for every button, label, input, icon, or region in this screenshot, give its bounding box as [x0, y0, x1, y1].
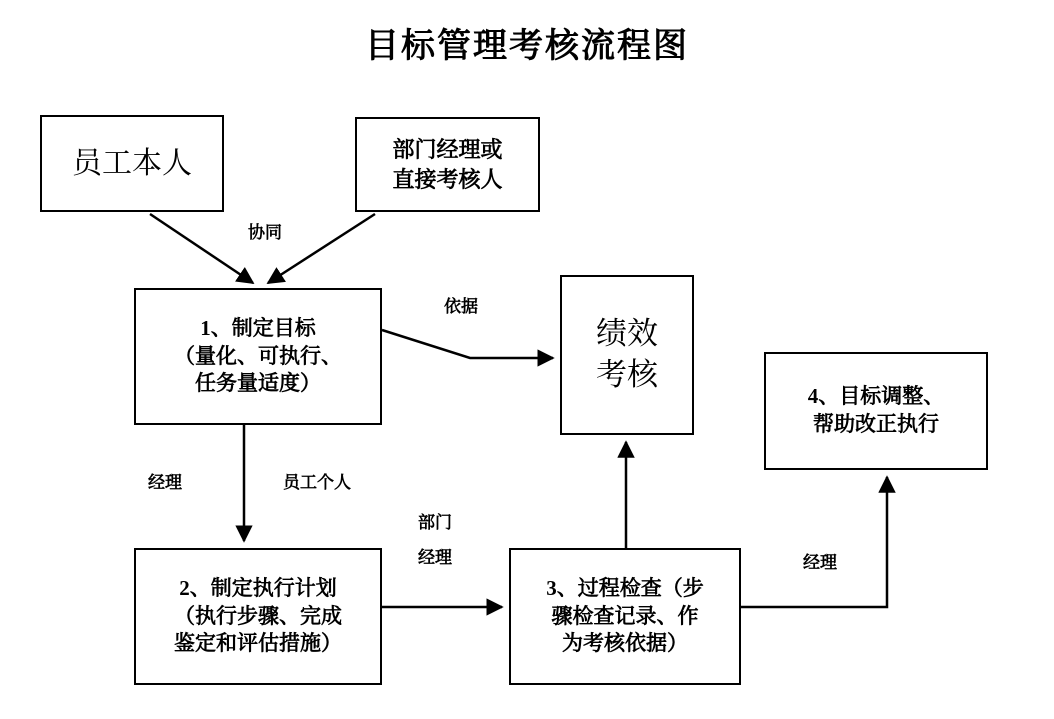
node-employee-line-1: 员工本人 [72, 146, 192, 180]
edge-employee-to-step1 [150, 214, 253, 283]
node-step4-line-2: 帮助改正执行 [813, 412, 939, 436]
node-step2-line-2: （执行步骤、完成 [174, 603, 342, 628]
node-manager-line-1: 部门经理或 [392, 137, 503, 163]
node-employee [40, 115, 224, 212]
node-step2 [134, 548, 382, 685]
node-manager-line-2: 直接考核人 [392, 166, 503, 192]
node-step3 [509, 548, 741, 685]
edge-manager-to-step1 [268, 214, 375, 283]
node-step3-line-1: 3、过程检查（步 [546, 575, 704, 600]
edge-label-bumen: 部门 [418, 513, 452, 533]
node-performance-line-1: 绩效 [596, 316, 658, 352]
node-step1-line-2: （量化、可执行、 [174, 343, 342, 368]
node-step2-line-1: 2、制定执行计划 [179, 575, 337, 600]
node-step4-line-1: 4、目标调整、 [807, 384, 945, 409]
node-manager [355, 117, 540, 212]
edge-label-yuangong-geren: 员工个人 [283, 473, 351, 493]
edge-label-yiju: 依据 [444, 297, 478, 317]
node-performance [560, 275, 694, 435]
edge-label-jingli-under-bumen: 经理 [418, 548, 452, 568]
page-title: 目标管理考核流程图 [365, 26, 689, 66]
node-performance-line-2: 考核 [596, 357, 658, 392]
node-step1 [134, 288, 382, 425]
node-step1-line-3: 任务量适度） [195, 371, 321, 396]
edge-step3-to-step4 [741, 477, 887, 607]
edge-label-xieting: 协同 [248, 223, 282, 243]
node-step1-line-1: 1、制定目标 [200, 315, 316, 340]
node-step2-line-3: 鉴定和评估措施） [174, 631, 342, 656]
node-step4 [764, 352, 988, 470]
node-step3-line-3: 为考核依据） [562, 631, 688, 656]
node-step3-line-2: 骤检查记录、作 [551, 603, 699, 628]
edge-label-jingli-left: 经理 [148, 473, 182, 493]
edge-label-jingli-right: 经理 [803, 553, 837, 573]
edge-step1-to-performance [382, 330, 553, 358]
